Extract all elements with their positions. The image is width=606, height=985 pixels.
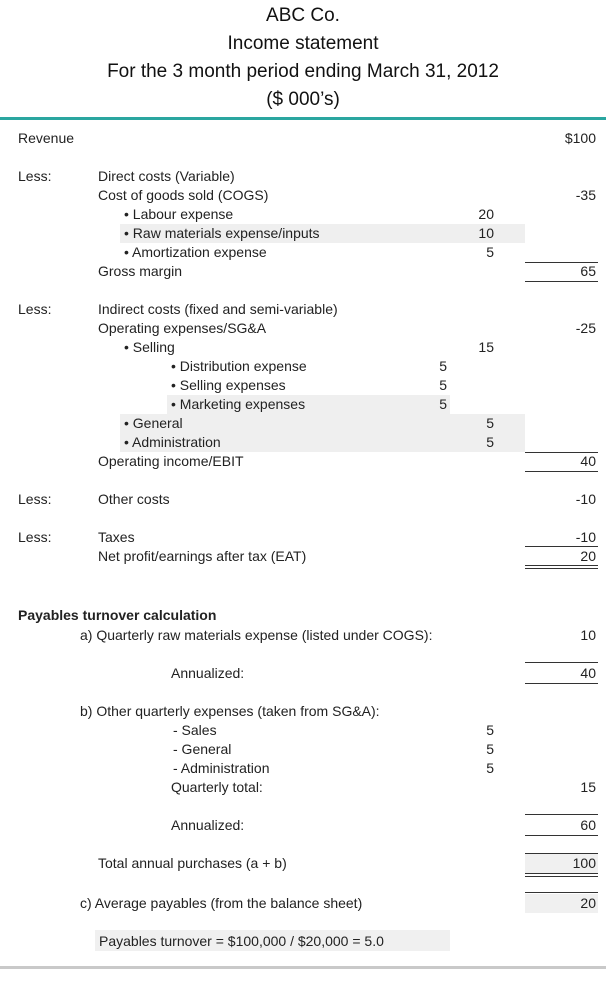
total-purchases-value: 100 bbox=[572, 855, 596, 871]
selling-value: 15 bbox=[478, 339, 494, 355]
b-annualized-label: Annualized: bbox=[171, 817, 245, 833]
administration-label: • Administration bbox=[124, 434, 221, 450]
general-label: • General bbox=[124, 415, 183, 431]
eat-label: Net profit/earnings after tax (EAT) bbox=[98, 548, 307, 564]
raw-materials-label: • Raw materials expense/inputs bbox=[124, 225, 320, 241]
avg-payables-value: 20 bbox=[580, 895, 596, 911]
selling-expenses-label: • Selling expenses bbox=[171, 377, 286, 393]
revenue-label: Revenue bbox=[18, 130, 75, 146]
general-value: 5 bbox=[486, 415, 494, 431]
total-purchases-underline-2 bbox=[525, 876, 598, 877]
b-administration-value: 5 bbox=[486, 760, 494, 776]
payables-turnover-text: Payables turnover = $100,000 / $20,000 = 5.0 bbox=[99, 933, 384, 949]
b-general-label: - General bbox=[173, 741, 232, 757]
a-annualized-underline bbox=[525, 683, 598, 684]
avg-payables-label: c) Average payables (from the balance sheet) bbox=[80, 895, 363, 911]
opex-value: -25 bbox=[575, 320, 596, 336]
b-quarterly-label: Quarterly total: bbox=[171, 779, 263, 795]
less-label-direct: Less: bbox=[18, 168, 52, 184]
statement-period: For the 3 month period ending March 31, 2012 bbox=[107, 61, 499, 82]
gross-margin-underline bbox=[525, 281, 598, 282]
statement-title: Income statement bbox=[227, 33, 379, 54]
marketing-expenses-value: 5 bbox=[439, 396, 447, 412]
direct-costs-heading: Direct costs (Variable) bbox=[98, 168, 235, 184]
taxes-label: Taxes bbox=[98, 529, 135, 545]
less-label-other: Less: bbox=[18, 491, 52, 507]
labour-expense-value: 20 bbox=[478, 206, 494, 222]
a-annualized-label: Annualized: bbox=[171, 665, 245, 681]
b-general-value: 5 bbox=[486, 741, 494, 757]
gross-margin-value: 65 bbox=[580, 263, 596, 279]
less-label-indirect: Less: bbox=[18, 301, 52, 317]
a-annualized-value: 40 bbox=[580, 665, 596, 681]
taxes-value: -10 bbox=[575, 529, 596, 545]
b-quarterly-value: 15 bbox=[580, 779, 596, 795]
eat-value: 20 bbox=[580, 548, 596, 564]
amortization-value: 5 bbox=[486, 244, 494, 260]
b-annualized-underline bbox=[525, 835, 598, 836]
payables-a-value: 10 bbox=[580, 627, 596, 643]
distribution-expense-label: • Distribution expense bbox=[171, 358, 307, 374]
other-costs-value: -10 bbox=[575, 491, 596, 507]
cogs-label: Cost of goods sold (COGS) bbox=[98, 187, 269, 203]
less-label-taxes: Less: bbox=[18, 529, 52, 545]
labour-expense-label: • Labour expense bbox=[124, 206, 234, 222]
a-annualized-rule bbox=[525, 662, 598, 663]
ebit-label: Operating income/EBIT bbox=[98, 453, 244, 469]
amortization-label: • Amortization expense bbox=[124, 244, 267, 260]
eat-double-underline-1 bbox=[525, 565, 598, 566]
distribution-expense-value: 5 bbox=[439, 358, 447, 374]
total-purchases-label: Total annual purchases (a + b) bbox=[98, 855, 287, 871]
header-rule bbox=[0, 117, 606, 120]
footer-rule bbox=[0, 966, 606, 969]
ebit-value: 40 bbox=[580, 453, 596, 469]
raw-materials-value: 10 bbox=[478, 225, 494, 241]
avg-payables-rule bbox=[525, 892, 598, 893]
revenue-value: $100 bbox=[564, 130, 596, 146]
payables-a-label: a) Quarterly raw materials expense (listed under COGS): bbox=[80, 627, 433, 643]
selling-expenses-value: 5 bbox=[439, 377, 447, 393]
selling-label: • Selling bbox=[124, 339, 175, 355]
indirect-costs-heading: Indirect costs (fixed and semi-variable) bbox=[98, 301, 338, 317]
other-costs-label: Other costs bbox=[98, 491, 170, 507]
b-sales-value: 5 bbox=[486, 722, 494, 738]
b-annualized-value: 60 bbox=[580, 817, 596, 833]
b-annualized-rule bbox=[525, 814, 598, 815]
company-name: ABC Co. bbox=[266, 5, 340, 26]
ebit-underline bbox=[525, 471, 598, 472]
eat-double-underline-2 bbox=[525, 568, 598, 569]
payables-heading: Payables turnover calculation bbox=[18, 607, 217, 623]
statement-units: ($ 000’s) bbox=[266, 89, 340, 110]
total-purchases-underline-1 bbox=[525, 873, 598, 874]
administration-value: 5 bbox=[486, 434, 494, 450]
opex-label: Operating expenses/SG&A bbox=[98, 320, 267, 336]
payables-b-label: b) Other quarterly expenses (taken from SG&A): bbox=[80, 703, 380, 719]
b-administration-label: - Administration bbox=[173, 760, 270, 776]
b-sales-label: - Sales bbox=[173, 722, 217, 738]
cogs-value: -35 bbox=[575, 187, 596, 203]
gross-margin-label: Gross margin bbox=[98, 263, 183, 279]
marketing-expenses-label: • Marketing expenses bbox=[171, 396, 306, 412]
